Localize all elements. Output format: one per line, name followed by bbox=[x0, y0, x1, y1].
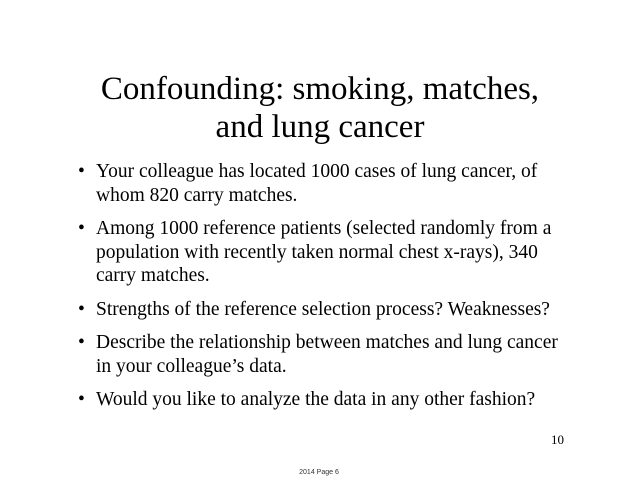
slide-title-line-2: and lung cancer bbox=[215, 109, 425, 145]
bullet-item bbox=[72, 298, 572, 322]
slide-title-line-1: Confounding: smoking, matches, bbox=[100, 71, 540, 107]
bullet-text: Describe the relationship between matches and lung cancer in your colleague’s data. bbox=[96, 332, 558, 377]
bullet-text: Among 1000 reference patients (selected randomly from a population with recently taken normal chest x-rays), 340 carry matches. bbox=[96, 218, 552, 286]
bullet-item bbox=[72, 331, 572, 378]
slide-title bbox=[60, 70, 580, 146]
bullet-item bbox=[72, 388, 572, 412]
bullet-text: Would you like to analyze the data in any other fashion? bbox=[96, 389, 536, 410]
bullet-list bbox=[72, 160, 572, 422]
footer-label: 2014 Page 6 bbox=[299, 469, 339, 476]
bullet-item bbox=[72, 217, 572, 288]
bullet-dot: • bbox=[78, 298, 85, 320]
bullet-dot: • bbox=[78, 218, 85, 239]
bullet-item bbox=[72, 160, 572, 207]
bullet-dot: • bbox=[78, 161, 85, 182]
bullet-text: Your colleague has located 1000 cases of lung cancer, of whom 820 carry matches. bbox=[96, 161, 538, 206]
bullet-dot: • bbox=[78, 332, 85, 353]
bullet-text: Strengths of the reference selection process? Weaknesses? bbox=[96, 298, 550, 320]
page-number: 10 bbox=[551, 432, 564, 447]
bullet-dot: • bbox=[78, 389, 85, 410]
